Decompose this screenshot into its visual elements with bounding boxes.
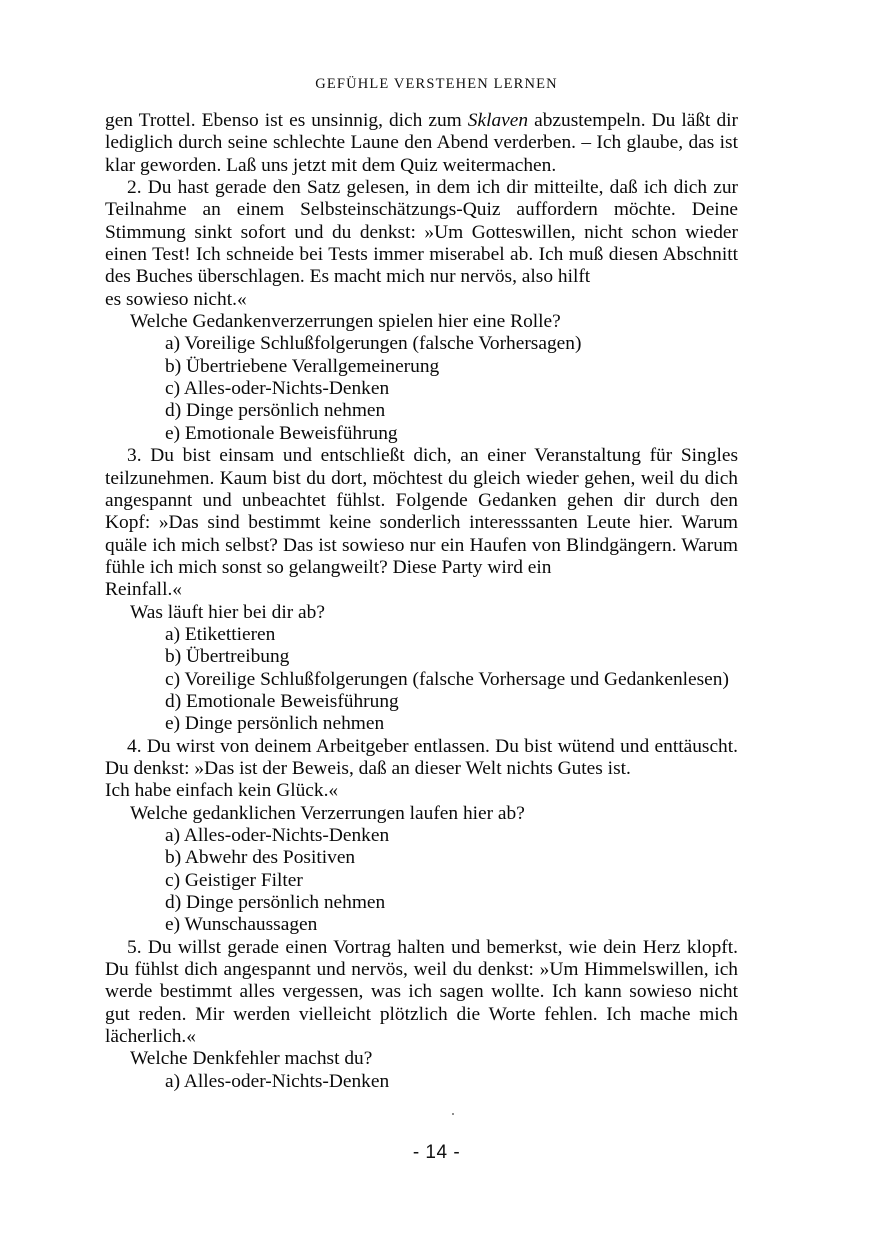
continued-text-after-italic: abzustempeln. Du läßt dir lediglich durch seine schlechte Laune den Abend verderben. – Ich glaube, das ist klar geworden. Laß uns jetzt mit dem Quiz weitermachen. — [105, 110, 738, 176]
quiz-option: a) Etikettieren — [165, 623, 276, 645]
quiz-option: d) Dinge persönlich nehmen — [165, 892, 386, 914]
quiz-option: c) Voreilige Schlußfolgerungen (falsche Vorhersage und Gedankenlesen) — [165, 668, 729, 690]
quiz-option: a) Voreilige Schlußfolgerungen (falsche Vorhersagen) — [165, 333, 582, 355]
quiz-option: b) Übertreibung — [165, 646, 290, 668]
quiz-option: c) Alles-oder-Nichts-Denken — [165, 378, 390, 400]
quiz-item-body: 2. Du hast gerade den Satz gelesen, in dem ich dir mitteilte, daß ich dich zur Teilnahme an einem Selbsteinschätzungs-Quiz auffordern möchte. Deine Stimmung sinkt sofort und du denkst: »Um Gotteswillen, nicht schon wieder einen Test! Ich schneide bei Tests immer miserabel ab. Ich muß diesen Abschnitt des Buches überschlagen. Es macht mich nur nervös, also hilft — [105, 177, 738, 288]
scan-speck — [452, 1113, 454, 1115]
quiz-item-question: Welche Gedankenverzerrungen spielen hier eine Rolle? — [130, 311, 561, 333]
quiz-item-body-tail: Reinfall.« — [105, 579, 183, 601]
quiz-option: d) Dinge persönlich nehmen — [165, 400, 386, 422]
quiz-item-body: 4. Du wirst von deinem Arbeitgeber entlassen. Du bist wütend und enttäuscht. Du denkst: »Das ist der Beweis, daß an dieser Welt nichts Gutes ist. — [105, 735, 738, 779]
quiz-option: d) Emotionale Beweisführung — [165, 690, 399, 712]
quiz-item-question: Was läuft hier bei dir ab? — [130, 601, 325, 623]
paragraph-continued — [105, 110, 738, 177]
quiz-option: a) Alles-oder-Nichts-Denken — [165, 825, 390, 846]
text-column — [105, 110, 738, 1093]
quiz-item-body-tail: es sowieso nicht.« — [105, 288, 247, 310]
quiz-item-body: 3. Du bist einsam und entschließt dich, an einer Veranstaltung für Singles teilzunehmen. Kaum bist du dort, möchtest du gleich wieder gehen, weil du dich angespannt und unbeachtet fühlst. Folgende Gedanken gehen dir durch den Kopf: »Das sind bestimmt keine sonderlich interesssanten Leute hier. Warum quäle ich mich selbst? Das ist sowieso nur ein Haufen von Blindgängern. Warum fühle ich mich sonst so gelangweilt? Diese Party wird ein — [105, 445, 738, 578]
quiz-item-body-tail: Ich habe einfach kein Glück.« — [105, 780, 339, 802]
italic-emphasis-sklaven: Sklaven — [467, 110, 529, 131]
quiz-option: e) Wunschaussagen — [165, 914, 318, 936]
quiz-option: b) Abwehr des Positiven — [165, 847, 356, 869]
quiz-option: e) Emotionale Beweisführung — [165, 422, 398, 444]
quiz-item-question: Welche Denkfehler machst du? — [130, 1048, 373, 1070]
quiz-option: e) Dinge persönlich nehmen — [165, 713, 385, 735]
quiz-item-body: 5. Du willst gerade einen Vortrag halten und bemerkst, wie dein Herz klopft. Du fühlst dich angespannt und nervös, weil du denkst: »Um Himmelswillen, ich werde bestimmt alles vergessen, was ich sagen wollte. Ich kann sowieso nicht gut reden. Mir werden vielleicht plötzlich die Worte fehlen. Ich mache mich lächerlich.« — [105, 936, 738, 1048]
continued-text-before-italic: gen Trottel. Ebenso ist es unsinnig, dich zum — [105, 110, 468, 131]
quiz-option: a) Alles-oder-Nichts-Denken — [165, 1070, 390, 1092]
quiz-option: b) Übertriebene Verallgemeinerung — [165, 355, 440, 377]
quiz-item-question: Welche gedanklichen Verzerrungen laufen hier ab? — [130, 802, 525, 824]
page-number: - 14 - — [412, 1142, 461, 1163]
quiz-option: c) Geistiger Filter — [165, 869, 303, 891]
running-head: GEFÜHLE VERSTEHEN LERNEN — [315, 76, 558, 92]
